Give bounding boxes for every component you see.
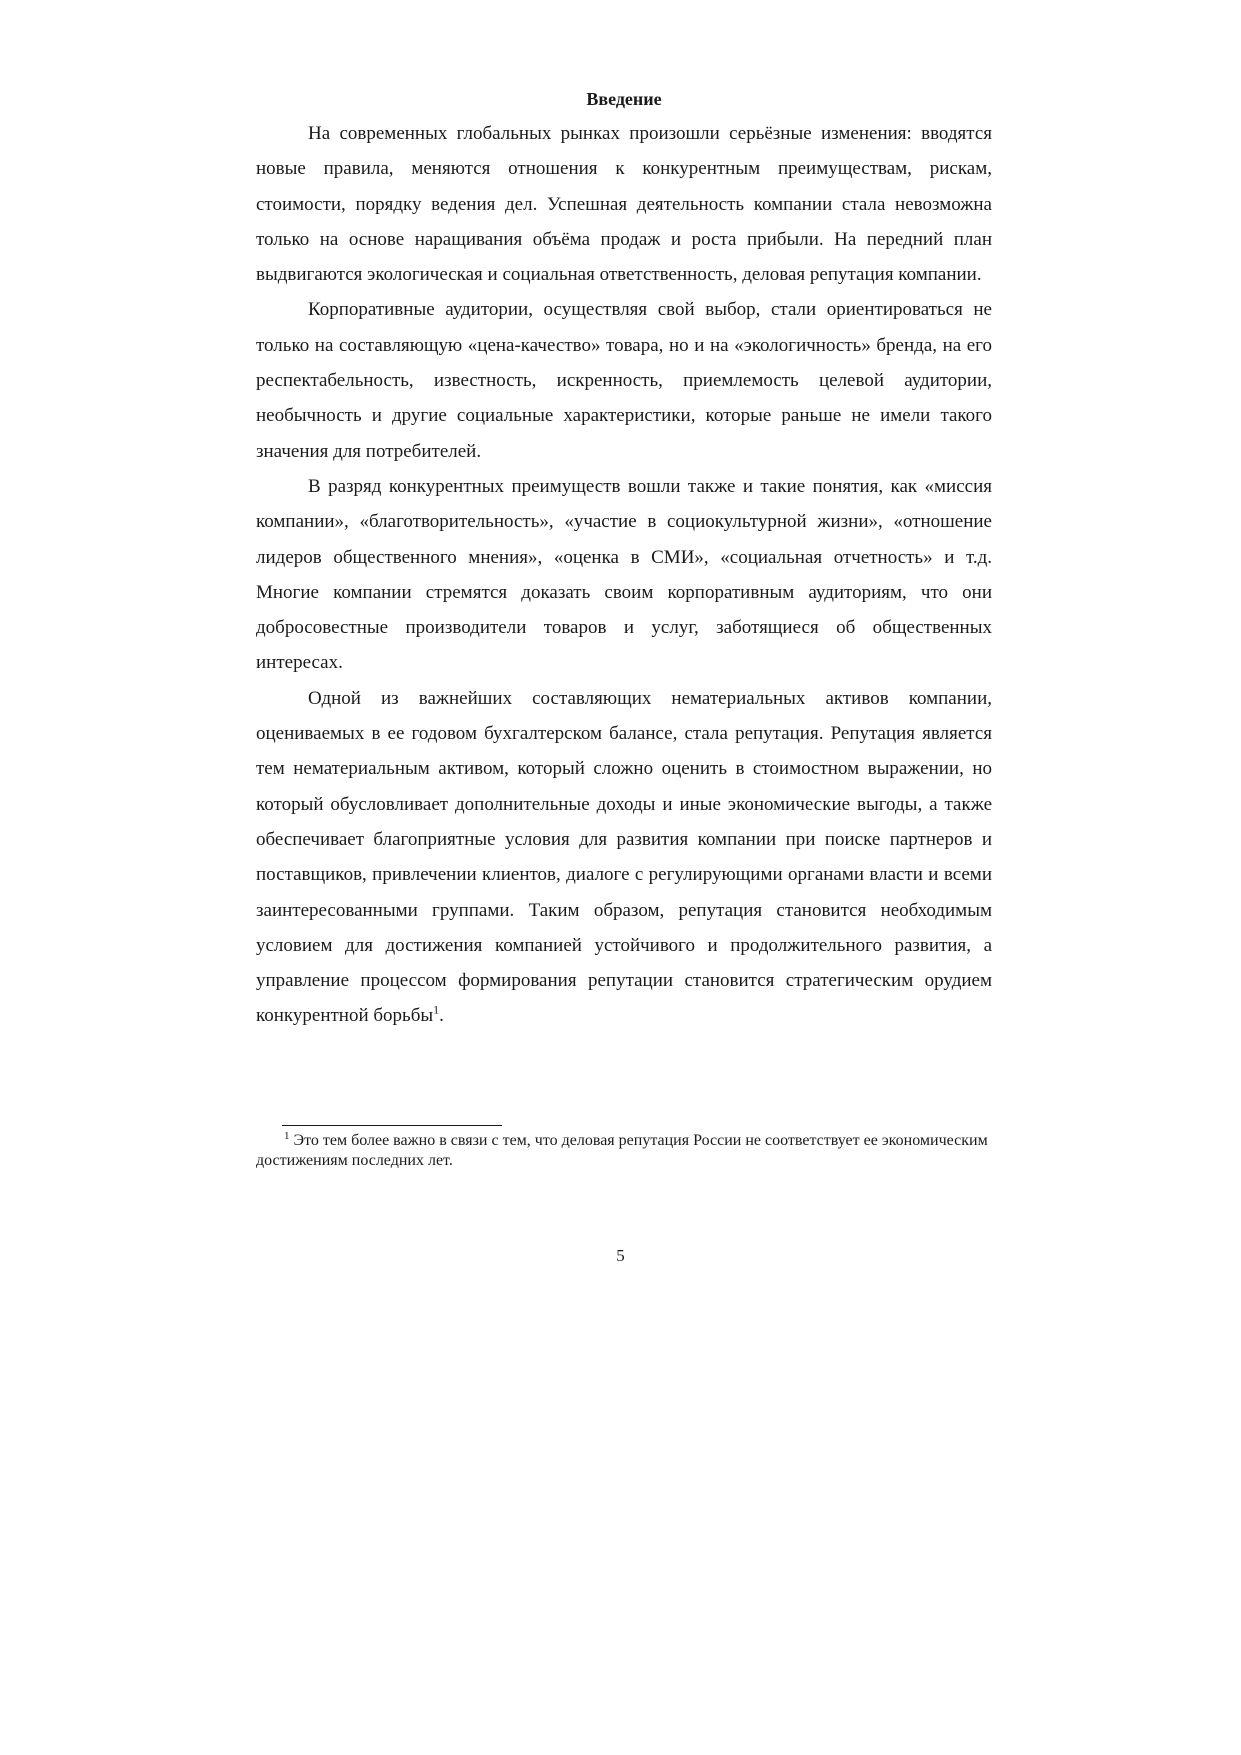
section-title: Введение <box>586 89 662 109</box>
page-number: 5 <box>616 1246 625 1265</box>
footnote <box>256 1131 992 1171</box>
main-text <box>256 82 992 1034</box>
paragraph-1: На современных глобальных рынках произошли серьёзные изменения: вводятся новые правила, меняются отношения к конкурентным преимуществам, рискам, стоимости, порядку ведения дел. Успешная деятельность компании стала невозможна только на основе наращивания объёма продаж и роста прибыли. На передний план выдвигаются экологическая и социальная ответственность, деловая репутация компании. <box>256 123 992 286</box>
footnote-reference[interactable]: 1 <box>433 1003 440 1018</box>
footnote-mark: 1 <box>284 1129 290 1142</box>
paragraph-4-text: Одной из важнейших составляющих нематериальных активов компании, оцениваемых в ее годовом бухгалтерском балансе, стала репутация. Репутация является тем нематериальным активом, который сложно оценить в стоимостном выражении, но который обусловливает дополнительные доходы и иные экономические выгоды, а также обеспечивает благоприятные условия для развития компании при поиске партнеров и поставщиков, привлечении клиентов, диалоге с регулирующими органами власти и всеми заинтересованными группами. Таким образом, репутация становится необходимым условием для достижения компанией устойчивого и продолжительного развития, а управление процессом формирования репутации становится стратегическим орудием конкурентной борьбы <box>256 687 992 1027</box>
footnote-separator <box>282 1125 502 1126</box>
paragraph-3: В разряд конкурентных преимуществ вошли также и такие понятия, как «миссия компании», «благотворительность», «участие в социокультурной жизни», «отношение лидеров общественного мнения», «оценка в СМИ», «социальная отчетность» и т.д. Многие компании стремятся доказать своим корпоративным аудиториям, что они добросовестные производители товаров и услуг, заботящиеся об общественных интересах. <box>256 475 992 674</box>
paragraph-4-end: . <box>439 1005 444 1027</box>
paragraph-4 <box>256 681 992 1034</box>
paragraph-2: Корпоративные аудитории, осуществляя свой выбор, стали ориентироваться не только на составляющую «цена-качество» товара, но и на «экологичность» бренда, на его респектабельность, известность, искренность, приемлемость целевой аудитории, необычность и другие социальные характеристики, которые раньше не имели такого значения для потребителей. <box>256 299 992 462</box>
footnote-text: Это тем более важно в связи с тем, что деловая репутация России не соответствует ее экономическим достижениям последних лет. <box>256 1132 988 1169</box>
